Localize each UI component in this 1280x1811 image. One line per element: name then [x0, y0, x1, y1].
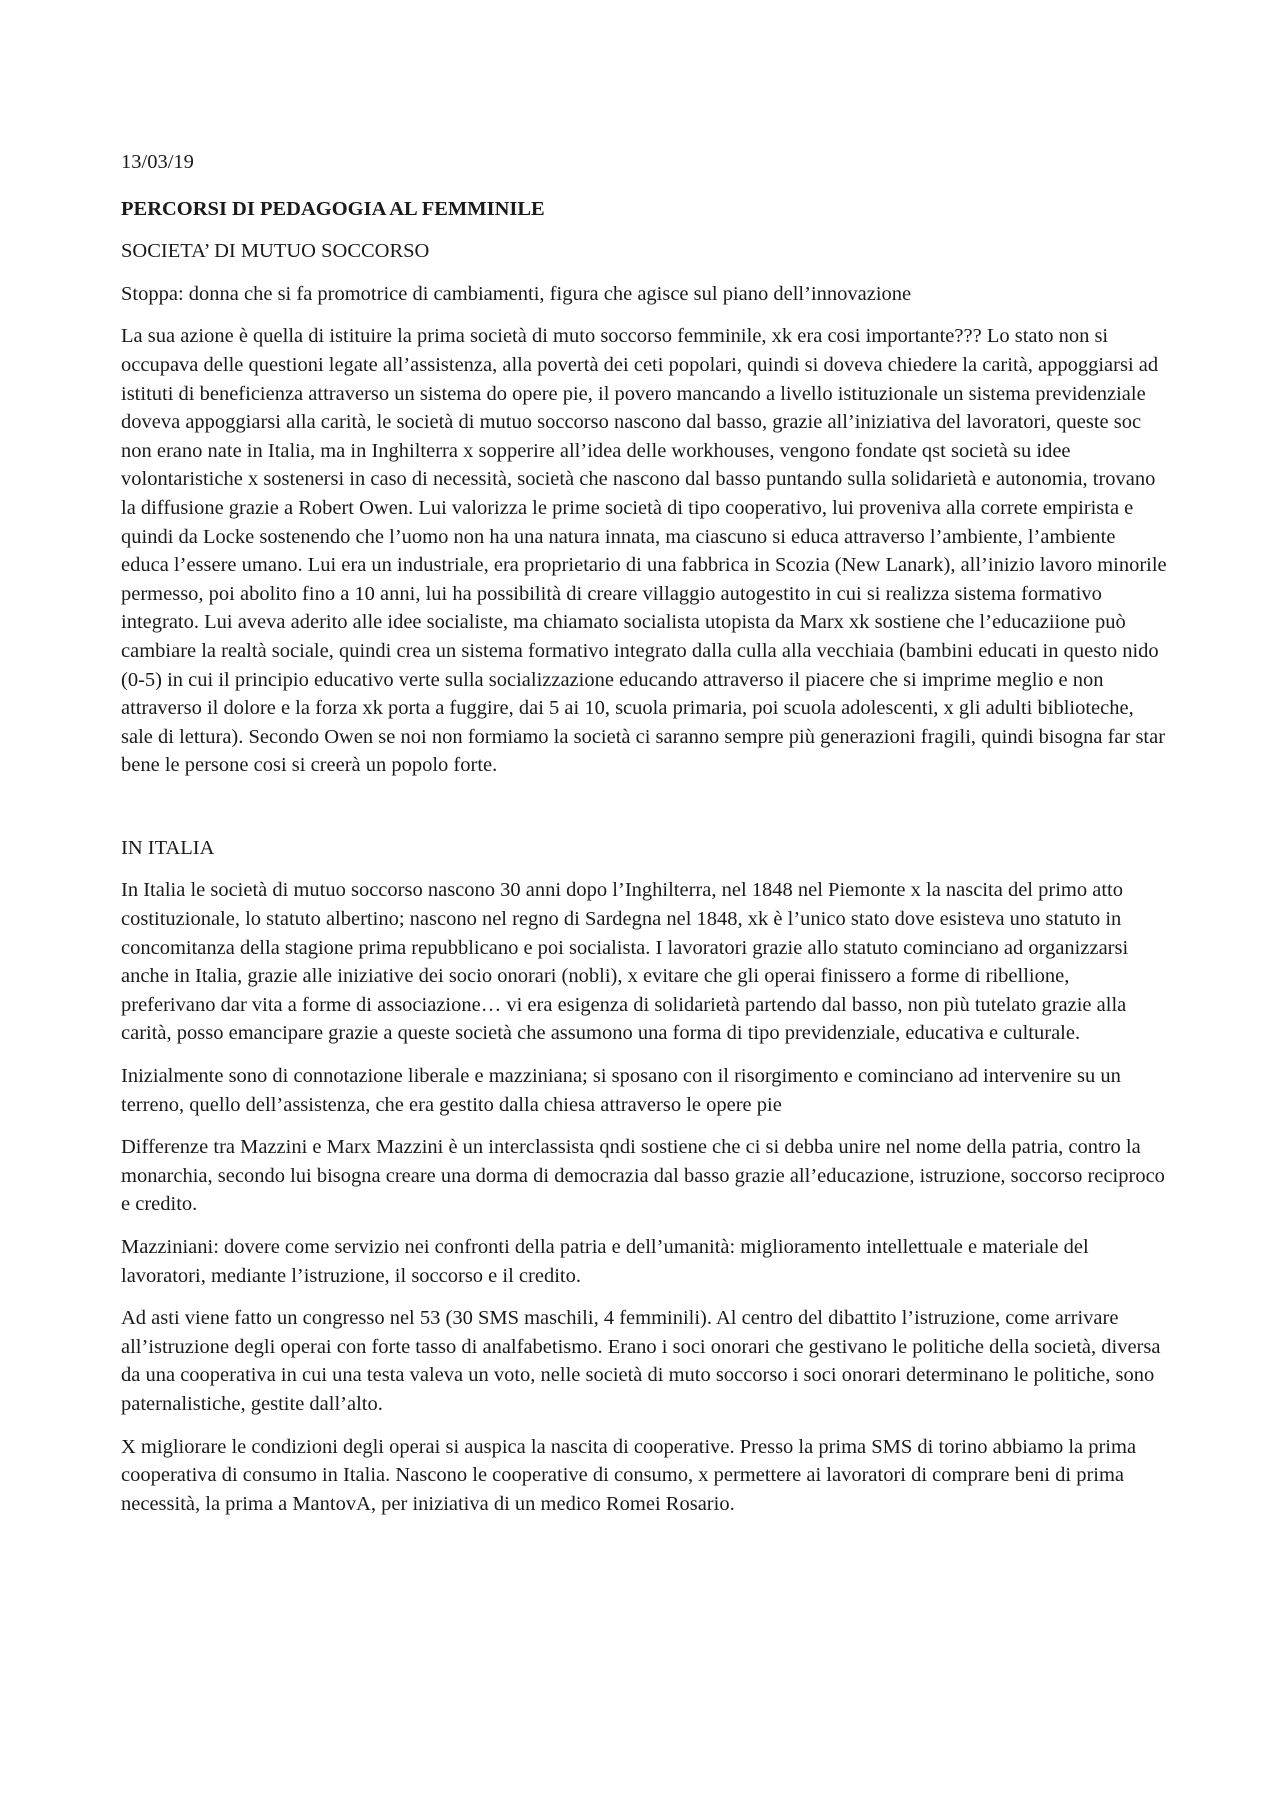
document-title: PERCORSI DI PEDAGOGIA AL FEMMINILE	[121, 197, 545, 220]
document-date: 13/03/19	[121, 151, 194, 173]
paragraph-congresso-asti: Ad asti viene fatto un congresso nel 53 (30 SMS maschili, 4 femminili). Al centro del dibattito l’istruzione, come arrivare all’istruzione degli operai con forte tasso di analfabetismo. Erano i soci onorari che gestivano le politiche della società, diversa da una cooperativa in cui una testa valeva un voto, nelle società di muto soccorso i soci onorari determinano le politiche, sono paternalistiche, gestite dall’alto.	[121, 1307, 1161, 1415]
intro-paragraph: Stoppa: donna che si fa promotrice di cambiamenti, figura che agisce sul piano dell’innovazione	[121, 282, 912, 305]
paragraph-cooperative: X migliorare le condizioni degli operai si auspica la nascita di cooperative. Presso la prima SMS di torino abbiamo la prima cooperativa di consumo in Italia. Nascono le cooperative di consumo, x permettere ai lavoratori di comprare beni di prima necessità, la prima a MantovA, per iniziativa di un medico Romei Rosario.	[121, 1435, 1137, 1515]
paragraph-mazzini-marx: Differenze tra Mazzini e Marx Mazzini è un interclassista qndi sostiene che ci si debba unire nel nome della patria, contro la monarchia, secondo lui bisogna creare una dorma di democrazia dal basso grazie all’educazione, istruzione, soccorso reciproco e credito.	[121, 1136, 1165, 1216]
section-heading-italia: IN ITALIA	[121, 836, 215, 859]
paragraph-owen: La sua azione è quella di istituire la prima società di muto soccorso femminile, xk era cosi importante??? Lo stato non si occupava delle questioni legate all’assistenza, alla povertà dei ceti popolari, quindi si doveva chiedere la carità, appoggiarsi ad istituti di beneficienza attraverso un sistema do opere pie, il povero mancando a livello istituzionale un sistema previdenziale doveva appoggiarsi alla carità, le società di mutuo soccorso nascono dal basso, grazie all’iniziativa del lavoratori, queste soc non erano nate in Italia, ma in Inghilterra x sopperire all’idea delle workhouses, vengono fondate qst società su idee volontaristiche x sostenersi in caso di necessità, società che nascono dal basso puntando sulla solidarietà e autonomia, trovano la diffusione grazie a Robert Owen. Lui valorizza le prime società di tipo cooperativo, lui proveniva alla correte empirista e quindi da Locke sostenendo che l’uomo non ha una natura innata, ma ciascuno si educa attraverso l’ambiente, l’ambiente educa l’essere umano. Lui era un industriale, era proprietario di una fabbrica in Scozia (New Lanark), all’inizio lavoro minorile permesso, poi abolito fino a 10 anni, lui ha possibilità di creare villaggio autogestito in cui si realizza sistema formativo integrato. Lui aveva aderito alle idee socialiste, ma chiamato socialista utopista da Marx xk sostiene che l’educaziione può cambiare la realtà sociale, quindi crea un sistema formativo integrato dalla culla alla vecchiaia (bambini educati in questo nido (0-5) in cui il principio educativo verte sulla socializzazione educando attraverso il piacere che si imprime meglio e non attraverso il dolore e la forza xk porta a fuggire, dai 5 ai 10, scuola primaria, poi scuola adolescenti, x gli adulti biblioteche, sale di lettura). Secondo Owen se noi non formiamo la società ci saranno sempre più generazioni fragili, quindi bisogna far star bene le persone cosi si creerà un popolo forte.	[121, 325, 1167, 777]
document-subtitle: SOCIETA’ DI MUTUO SOCCORSO	[121, 240, 430, 263]
paragraph-connotazione: Inizialmente sono di connotazione liberale e mazziniana; si sposano con il risorgimento e cominciano ad intervenire su un terreno, quello dell’assistenza, che era gestito dalla chiesa attraverso le opere pie	[121, 1065, 1121, 1116]
paragraph-mazziniani: Mazziniani: dovere come servizio nei confronti della patria e dell’umanità: miglioramento intellettuale e materiale del lavoratori, mediante l’istruzione, il soccorso e il credito.	[121, 1236, 1089, 1287]
spacer	[121, 794, 1167, 834]
paragraph-italia: In Italia le società di mutuo soccorso nascono 30 anni dopo l’Inghilterra, nel 1848 nel Piemonte x la nascita del primo atto costituzionale, lo statuto albertino; nascono nel regno di Sardegna nel 1848, xk è l’unico stato dove esisteva uno statuto in concomitanza della stagione prima repubblicano e poi socialista. I lavoratori grazie allo statuto cominciano ad organizzarsi anche in Italia, grazie alle iniziative dei socio onorari (nobli), x evitare che gli operai finissero a forme di ribellione, preferivano dar vita a forme di associazione… vi era esigenza di solidarietà partendo dal basso, non più tutelato grazie alla carità, posso emancipare grazie a queste società che assumono una forma di tipo previdenziale, educativa e culturale.	[121, 879, 1129, 1045]
document-page	[121, 148, 1167, 1532]
